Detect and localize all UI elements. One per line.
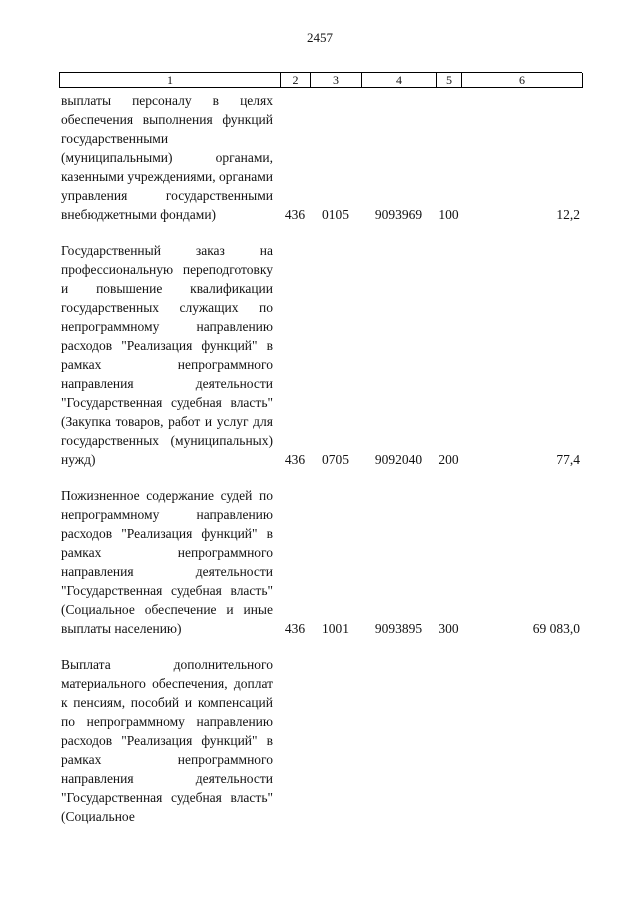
header-cell-6: 6 [462,73,583,88]
table-row [59,655,582,826]
header-cell-3: 3 [311,73,362,88]
budget-table [59,72,582,826]
table-body [59,91,582,826]
table-row [59,241,582,469]
table-row [59,91,582,224]
cell-section-code: 0105 [322,207,349,222]
cell-target-article: 9092040 [374,452,423,467]
cell-amount: 77,4 [556,452,580,467]
header-cell-1: 1 [60,73,281,88]
cell-expense-type: 100 [438,207,459,222]
cell-target-article: 9093969 [374,207,423,222]
row-text: выплаты персоналу в целях обеспечения выполнения функций государственными (муниципальными) органами, казенными учреждениями, органами управления государственными внебюджетными фондами) [61,93,273,222]
cell-section-code: 0705 [322,452,349,467]
cell-expense-type: 200 [438,452,459,467]
row-text: Пожизненное содержание судей по непрограммному направлению расходов "Реализация функций" в рамках непрограммного направления деятельности "Государственная судебная власть" (Социальное обеспечение и иные выплаты населению) [61,488,273,636]
cell-chapter-code: 436 [284,207,306,222]
table-row [59,486,582,638]
header-cell-4: 4 [362,73,437,88]
header-cell-2: 2 [281,73,311,88]
page-number: 2457 [307,30,333,45]
cell-amount: 12,2 [556,207,580,222]
cell-section-code: 1001 [322,621,349,636]
cell-target-article: 9093895 [374,621,423,636]
cell-chapter-code: 436 [284,452,306,467]
cell-chapter-code: 436 [284,621,306,636]
cell-expense-type: 300 [438,621,459,636]
row-text: Государственный заказ на профессиональную переподготовку и повышение квалификации государственных служащих по непрограммному направлению расходов "Реализация функций" в рамках непрограммного направления деятельности "Государственная судебная власть" (Закупка товаров, работ и услуг для государственных (муниципальных) нужд) [61,243,273,467]
header-cell-5: 5 [437,73,462,88]
table-header-row [59,72,582,88]
row-text: Выплата дополнительного материального обеспечения, доплат к пенсиям, пособий и компенсаций по непрограммному направлению расходов "Реализация функций" в рамках непрограммного направления деятельности "Государственная судебная власть" (Социальное [61,657,273,824]
cell-amount: 69 083,0 [532,621,580,636]
